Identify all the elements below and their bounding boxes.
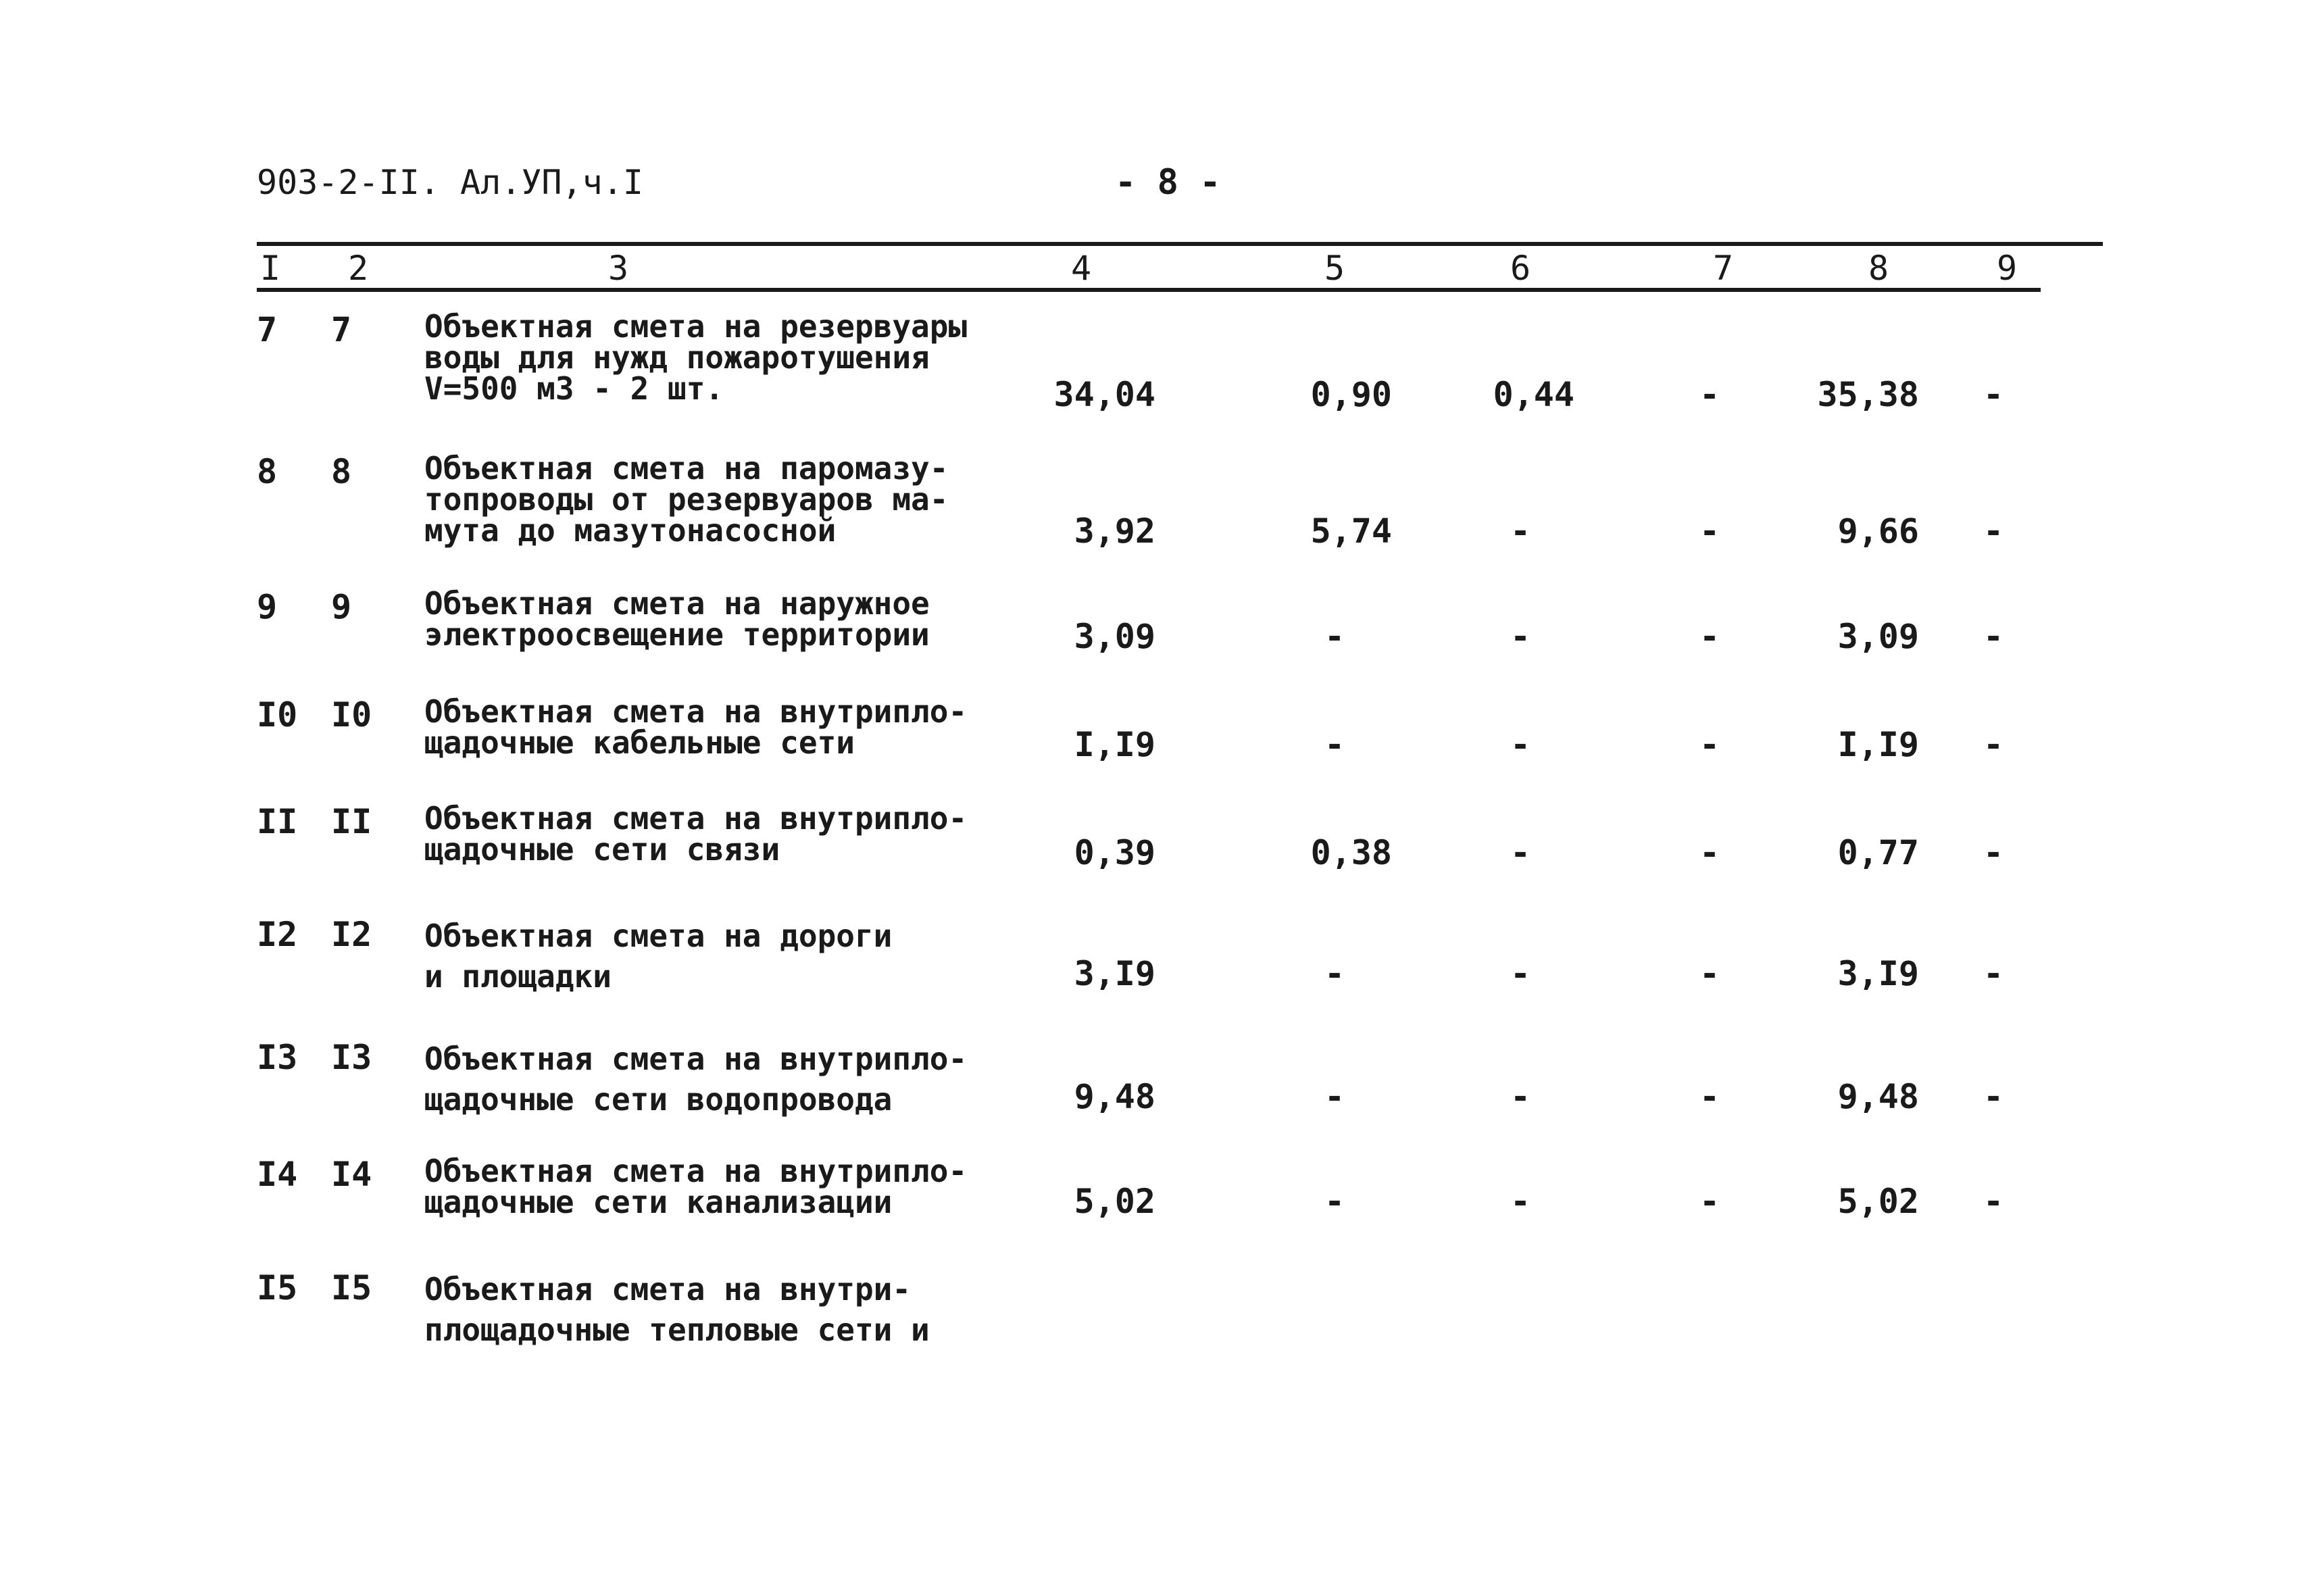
- row-number-col2: II: [331, 802, 372, 841]
- value-col4: 34,04: [1053, 375, 1155, 414]
- value-col4: 9,48: [1074, 1077, 1155, 1116]
- column-header-1: I: [259, 249, 281, 288]
- table-top-rule: [257, 242, 2103, 246]
- value-col5: 5,74: [1310, 512, 1392, 551]
- value-col9: -: [1983, 1077, 2004, 1116]
- value-col7: -: [1699, 1077, 1720, 1116]
- row-description: Объектная смета на внутрипло- щадочные сети канализации: [424, 1153, 968, 1220]
- value-col6: 0,44: [1493, 375, 1574, 414]
- row-number-col2: 9: [331, 587, 352, 626]
- row-number-col1: I2: [257, 915, 298, 954]
- row-description: Объектная смета на дороги и площадки: [424, 918, 893, 995]
- row-number-col2: I0: [331, 695, 372, 734]
- value-col6: -: [1510, 617, 1531, 656]
- column-header-6: 6: [1510, 249, 1531, 288]
- value-col9: -: [1983, 725, 2004, 764]
- value-col8: 3,09: [1837, 617, 1919, 656]
- value-col5: 0,38: [1310, 833, 1392, 872]
- value-col4: 3,I9: [1074, 954, 1155, 993]
- value-col9: -: [1983, 833, 2004, 872]
- value-col8: 0,77: [1837, 833, 1919, 872]
- document-code: 903-2-II. Ал.УП,ч.I: [257, 163, 643, 202]
- value-col8: I,I9: [1837, 725, 1919, 764]
- row-description: Объектная смета на паромазу- топроводы от резервуаров ма- мута до мазутонасосной: [424, 450, 949, 549]
- row-number-col1: II: [257, 802, 298, 841]
- column-header-5: 5: [1324, 249, 1345, 288]
- column-header-8: 8: [1868, 249, 1889, 288]
- value-col4: 0,39: [1074, 833, 1155, 872]
- value-col6: -: [1510, 512, 1531, 551]
- value-col9: -: [1983, 512, 2004, 551]
- value-col8: 35,38: [1817, 375, 1919, 414]
- row-number-col2: 7: [331, 310, 352, 349]
- value-col7: -: [1699, 375, 1720, 414]
- value-col9: -: [1983, 375, 2004, 414]
- row-description: Объектная смета на наружное электроосвещение территории: [424, 585, 930, 653]
- value-col6: -: [1510, 1077, 1531, 1116]
- row-number-col1: I0: [257, 695, 298, 734]
- value-col5: -: [1324, 1182, 1345, 1221]
- row-description: Объектная смета на внутрипло- щадочные сети связи: [424, 800, 968, 868]
- row-number-col2: I3: [331, 1038, 372, 1077]
- value-col7: -: [1699, 512, 1720, 551]
- column-header-9: 9: [1996, 249, 2018, 288]
- value-col7: -: [1699, 617, 1720, 656]
- value-col9: -: [1983, 1182, 2004, 1221]
- value-col5: -: [1324, 954, 1345, 993]
- value-col7: -: [1699, 833, 1720, 872]
- column-header-2: 2: [347, 249, 369, 288]
- row-number-col2: I2: [331, 915, 372, 954]
- page-number: - 8 -: [1115, 162, 1221, 203]
- row-description: Объектная смета на внутрипло- щадочные кабельные сети: [424, 693, 968, 761]
- value-col7: -: [1699, 954, 1720, 993]
- column-header-7: 7: [1712, 249, 1734, 288]
- row-number-col2: I5: [331, 1268, 372, 1307]
- row-number-col1: 7: [257, 310, 278, 349]
- row-description: Объектная смета на внутри- площадочные тепловые сети и: [424, 1271, 930, 1348]
- page-header: [257, 162, 1270, 216]
- row-number-col1: I5: [257, 1268, 298, 1307]
- value-col9: -: [1983, 617, 2004, 656]
- value-col5: 0,90: [1310, 375, 1392, 414]
- row-number-col2: I4: [331, 1155, 372, 1194]
- value-col6: -: [1510, 954, 1531, 993]
- value-col7: -: [1699, 725, 1720, 764]
- row-number-col2: 8: [331, 452, 352, 491]
- table-header-rule: [257, 288, 2041, 292]
- row-number-col1: I3: [257, 1038, 298, 1077]
- value-col8: 9,66: [1837, 512, 1919, 551]
- value-col5: -: [1324, 725, 1345, 764]
- value-col8: 5,02: [1837, 1182, 1919, 1221]
- row-description: Объектная смета на резервуары воды для нужд пожаротушения V=500 м3 - 2 шт.: [424, 308, 968, 407]
- value-col4: 3,09: [1074, 617, 1155, 656]
- row-number-col1: 9: [257, 587, 278, 626]
- value-col5: -: [1324, 1077, 1345, 1116]
- value-col6: -: [1510, 1182, 1531, 1221]
- value-col7: -: [1699, 1182, 1720, 1221]
- column-header-3: 3: [607, 249, 629, 288]
- value-col8: 3,I9: [1837, 954, 1919, 993]
- value-col4: 3,92: [1074, 512, 1155, 551]
- value-col8: 9,48: [1837, 1077, 1919, 1116]
- row-number-col1: 8: [257, 452, 278, 491]
- value-col9: -: [1983, 954, 2004, 993]
- value-col6: -: [1510, 833, 1531, 872]
- row-number-col1: I4: [257, 1155, 298, 1194]
- row-description: Объектная смета на внутрипло- щадочные сети водопровода: [424, 1041, 968, 1118]
- value-col6: -: [1510, 725, 1531, 764]
- column-header-4: 4: [1070, 249, 1092, 288]
- table-column-headers: [257, 250, 2103, 286]
- value-col4: I,I9: [1074, 725, 1155, 764]
- value-col4: 5,02: [1074, 1182, 1155, 1221]
- value-col5: -: [1324, 617, 1345, 656]
